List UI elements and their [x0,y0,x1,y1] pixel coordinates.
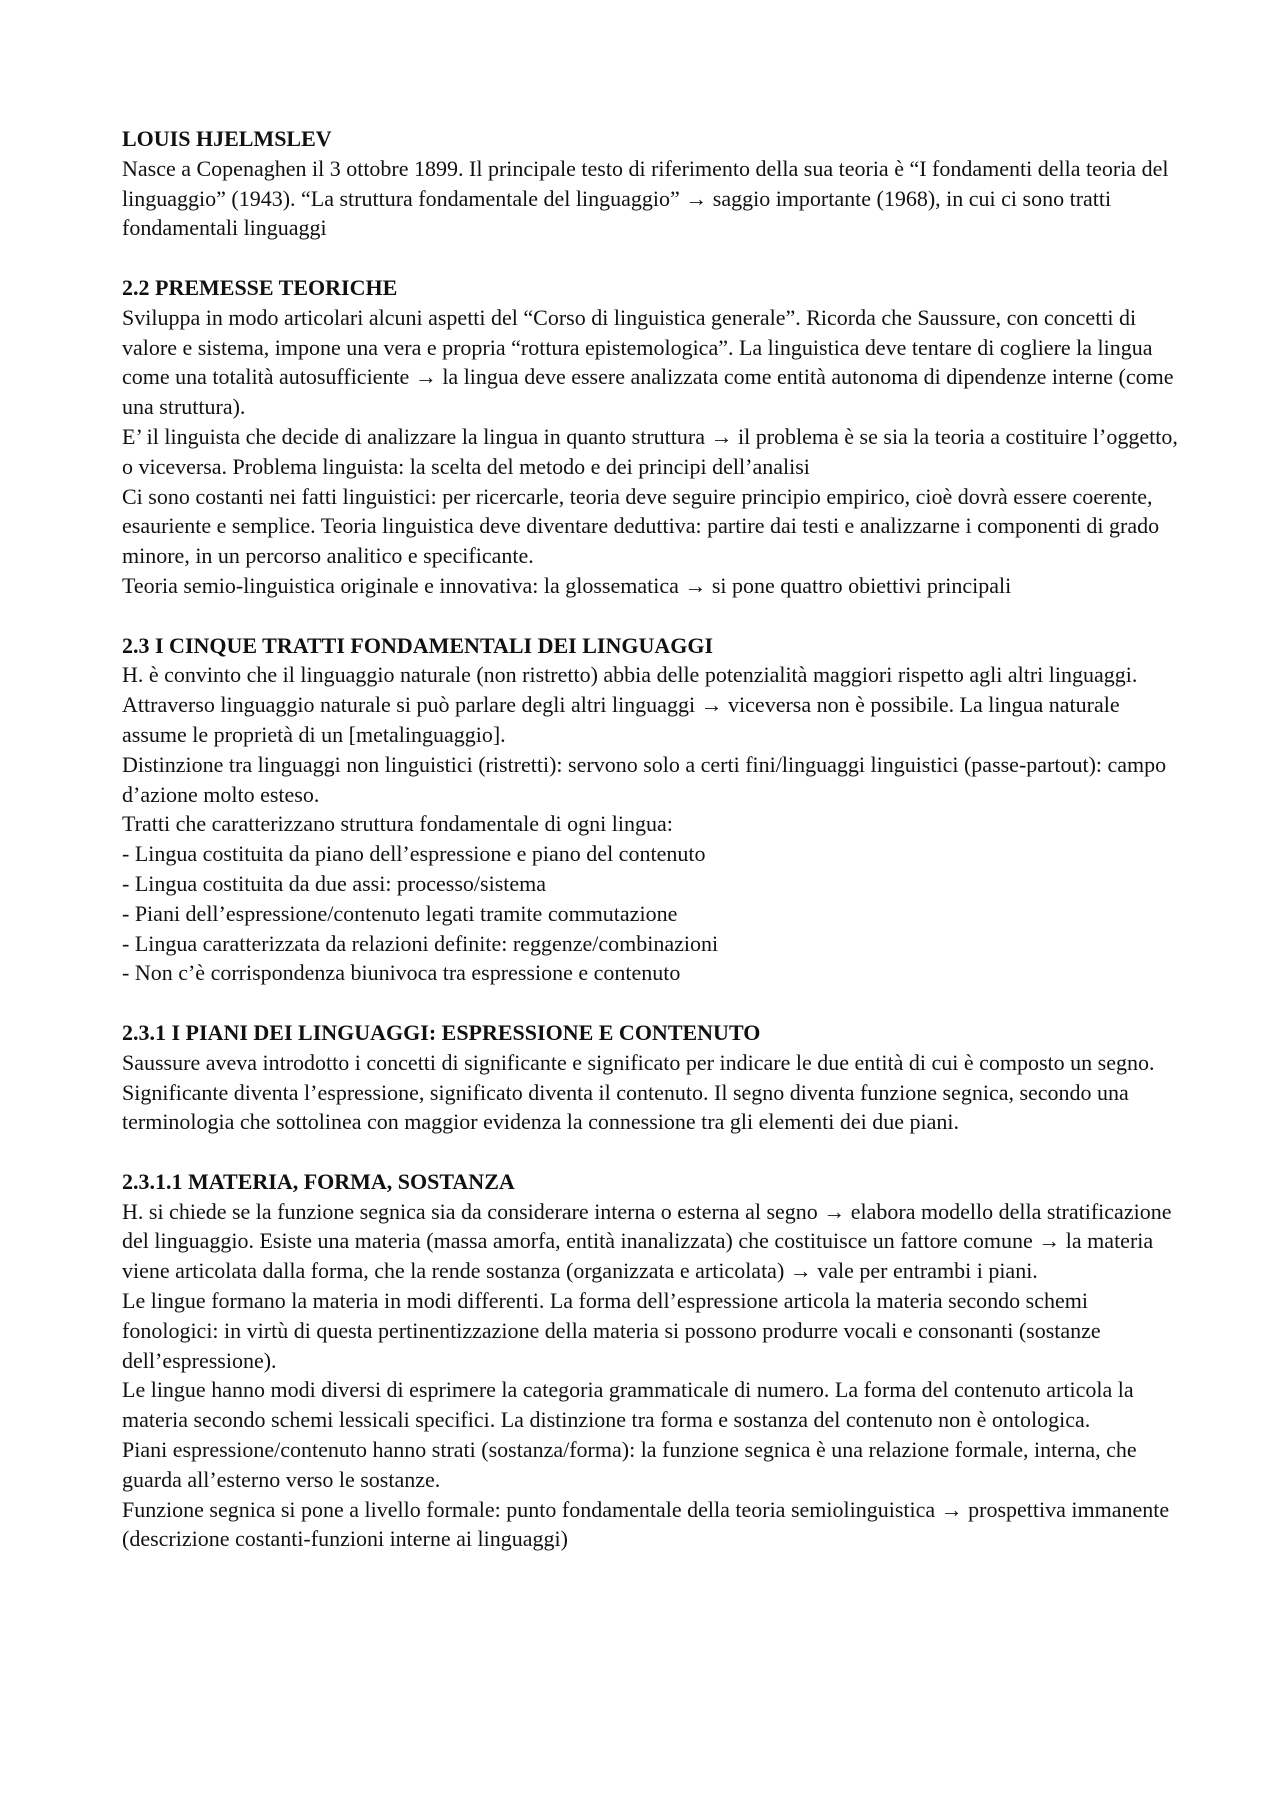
section-heading: 2.2 PREMESSE TEORICHE [122,274,398,300]
section-premesse-teoriche [122,273,1182,601]
list-item: - Lingua caratterizzata da relazioni definite: reggenze/combinazioni [122,930,719,956]
paragraph: Saussure aveva introdotto i concetti di significante e significato per indicare le due entità di cui è composto un segno. Significante diventa l’espressione, significato diventa il contenuto. Il segno diventa funzione segnica, secondo una terminologia che sottolinea con maggior evidenza la connessione tra gli elementi dei due piani. [122,1049,1155,1135]
section-cinque-tratti [122,631,1182,989]
paragraph: Distinzione tra linguaggi non linguistici (ristretti): servono solo a certi fini/linguaggi linguistici (passe-partout): campo d’azione molto esteso. [122,751,1167,807]
paragraph: Sviluppa in modo articolari alcuni aspetti del “Corso di linguistica generale”. Ricorda che Saussure, con concetti di valore e sistema, impone una vera e propria “rottura epistemologica”. La linguistica deve tentare di cogliere la lingua come una totalità autosufficiente → la lingua deve essere analizzata come entità autonoma di dipendenze interne (come una struttura). [122,304,1174,420]
list-item: - Piani dell’espressione/contenuto legati tramite commutazione [122,900,678,926]
paragraph: Tratti che caratterizzano struttura fondamentale di ogni lingua: [122,811,673,837]
paragraph: Nasce a Copenaghen il 3 ottobre 1899. Il principale testo di riferimento della sua teoria è “I fondamenti della teoria del linguaggio” (1943). “La struttura fondamentale del linguaggio” → saggio importante (1968), in cui ci sono tratti fondamentali linguaggi [122,155,1169,241]
section-piani-linguaggi [122,1018,1182,1137]
paragraph: Teoria semio-linguistica originale e innovativa: la glossematica → si pone quattro obiettivi principali [122,572,1012,598]
section-materia-forma-sostanza [122,1167,1182,1554]
paragraph: E’ il linguista che decide di analizzare la lingua in quanto struttura → il problema è se sia la teoria a costituire l’oggetto, o viceversa. Problema linguista: la scelta del metodo e dei principi dell’analisi [122,423,1178,479]
paragraph: Funzione segnica si pone a livello formale: punto fondamentale della teoria semiolinguistica → prospettiva immanente (descrizione costanti-funzioni interne ai linguaggi) [122,1496,1170,1552]
paragraph: H. è convinto che il linguaggio naturale (non ristretto) abbia delle potenzialità maggiori rispetto agli altri linguaggi. Attraverso linguaggio naturale si può parlare degli altri linguaggi → viceversa non è possibile. La lingua naturale assume le proprietà di un [metalinguaggio]. [122,662,1138,747]
paragraph: Ci sono costanti nei fatti linguistici: per ricercarle, teoria deve seguire principio empirico, cioè dovrà essere coerente, esauriente e semplice. Teoria linguistica deve diventare deduttiva: partire dai testi e analizzarne i componenti di grado minore, in un percorso analitico e specificante. [122,483,1160,569]
list-item: - Lingua costituita da piano dell’espressione e piano del contenuto [122,841,706,867]
paragraph: Le lingue hanno modi diversi di esprimere la categoria grammaticale di numero. La forma del contenuto articola la materia secondo schemi lessicali specifici. La distinzione tra forma e sostanza del contenuto non è ontologica. [122,1377,1134,1433]
list-item: - Lingua costituita da due assi: processo/sistema [122,870,547,896]
paragraph: Le lingue formano la materia in modi differenti. La forma dell’espressione articola la materia secondo schemi fonologici: in virtù di questa pertinentizzazione della materia si possono produrre vocali e consonanti (sostanze dell’espressione). [122,1288,1101,1373]
section-heading: 2.3.1.1 MATERIA, FORMA, SOSTANZA [122,1168,515,1194]
list-item: - Non c’è corrispondenza biunivoca tra espressione e contenuto [122,960,681,986]
section-heading: 2.3.1 I PIANI DEI LINGUAGGI: ESPRESSIONE E CONTENUTO [122,1019,761,1045]
document-page [122,124,1182,1584]
section-heading: LOUIS HJELMSLEV [122,126,332,151]
section-heading: 2.3 I CINQUE TRATTI FONDAMENTALI DEI LINGUAGGI [122,632,714,658]
paragraph: Piani espressione/contenuto hanno strati (sostanza/forma): la funzione segnica è una relazione formale, interna, che guarda all’esterno verso le sostanze. [122,1437,1137,1492]
section-louis-hjelmslev [122,124,1182,243]
paragraph: H. si chiede se la funzione segnica sia da considerare interna o esterna al segno → elabora modello della stratificazione del linguaggio. Esiste una materia (massa amorfa, entità inanalizzata) che costituisce un fattore comune → la materia viene articolata dalla forma, che la rende sostanza (organizzata e articolata) → vale per entrambi i piani. [122,1198,1172,1284]
